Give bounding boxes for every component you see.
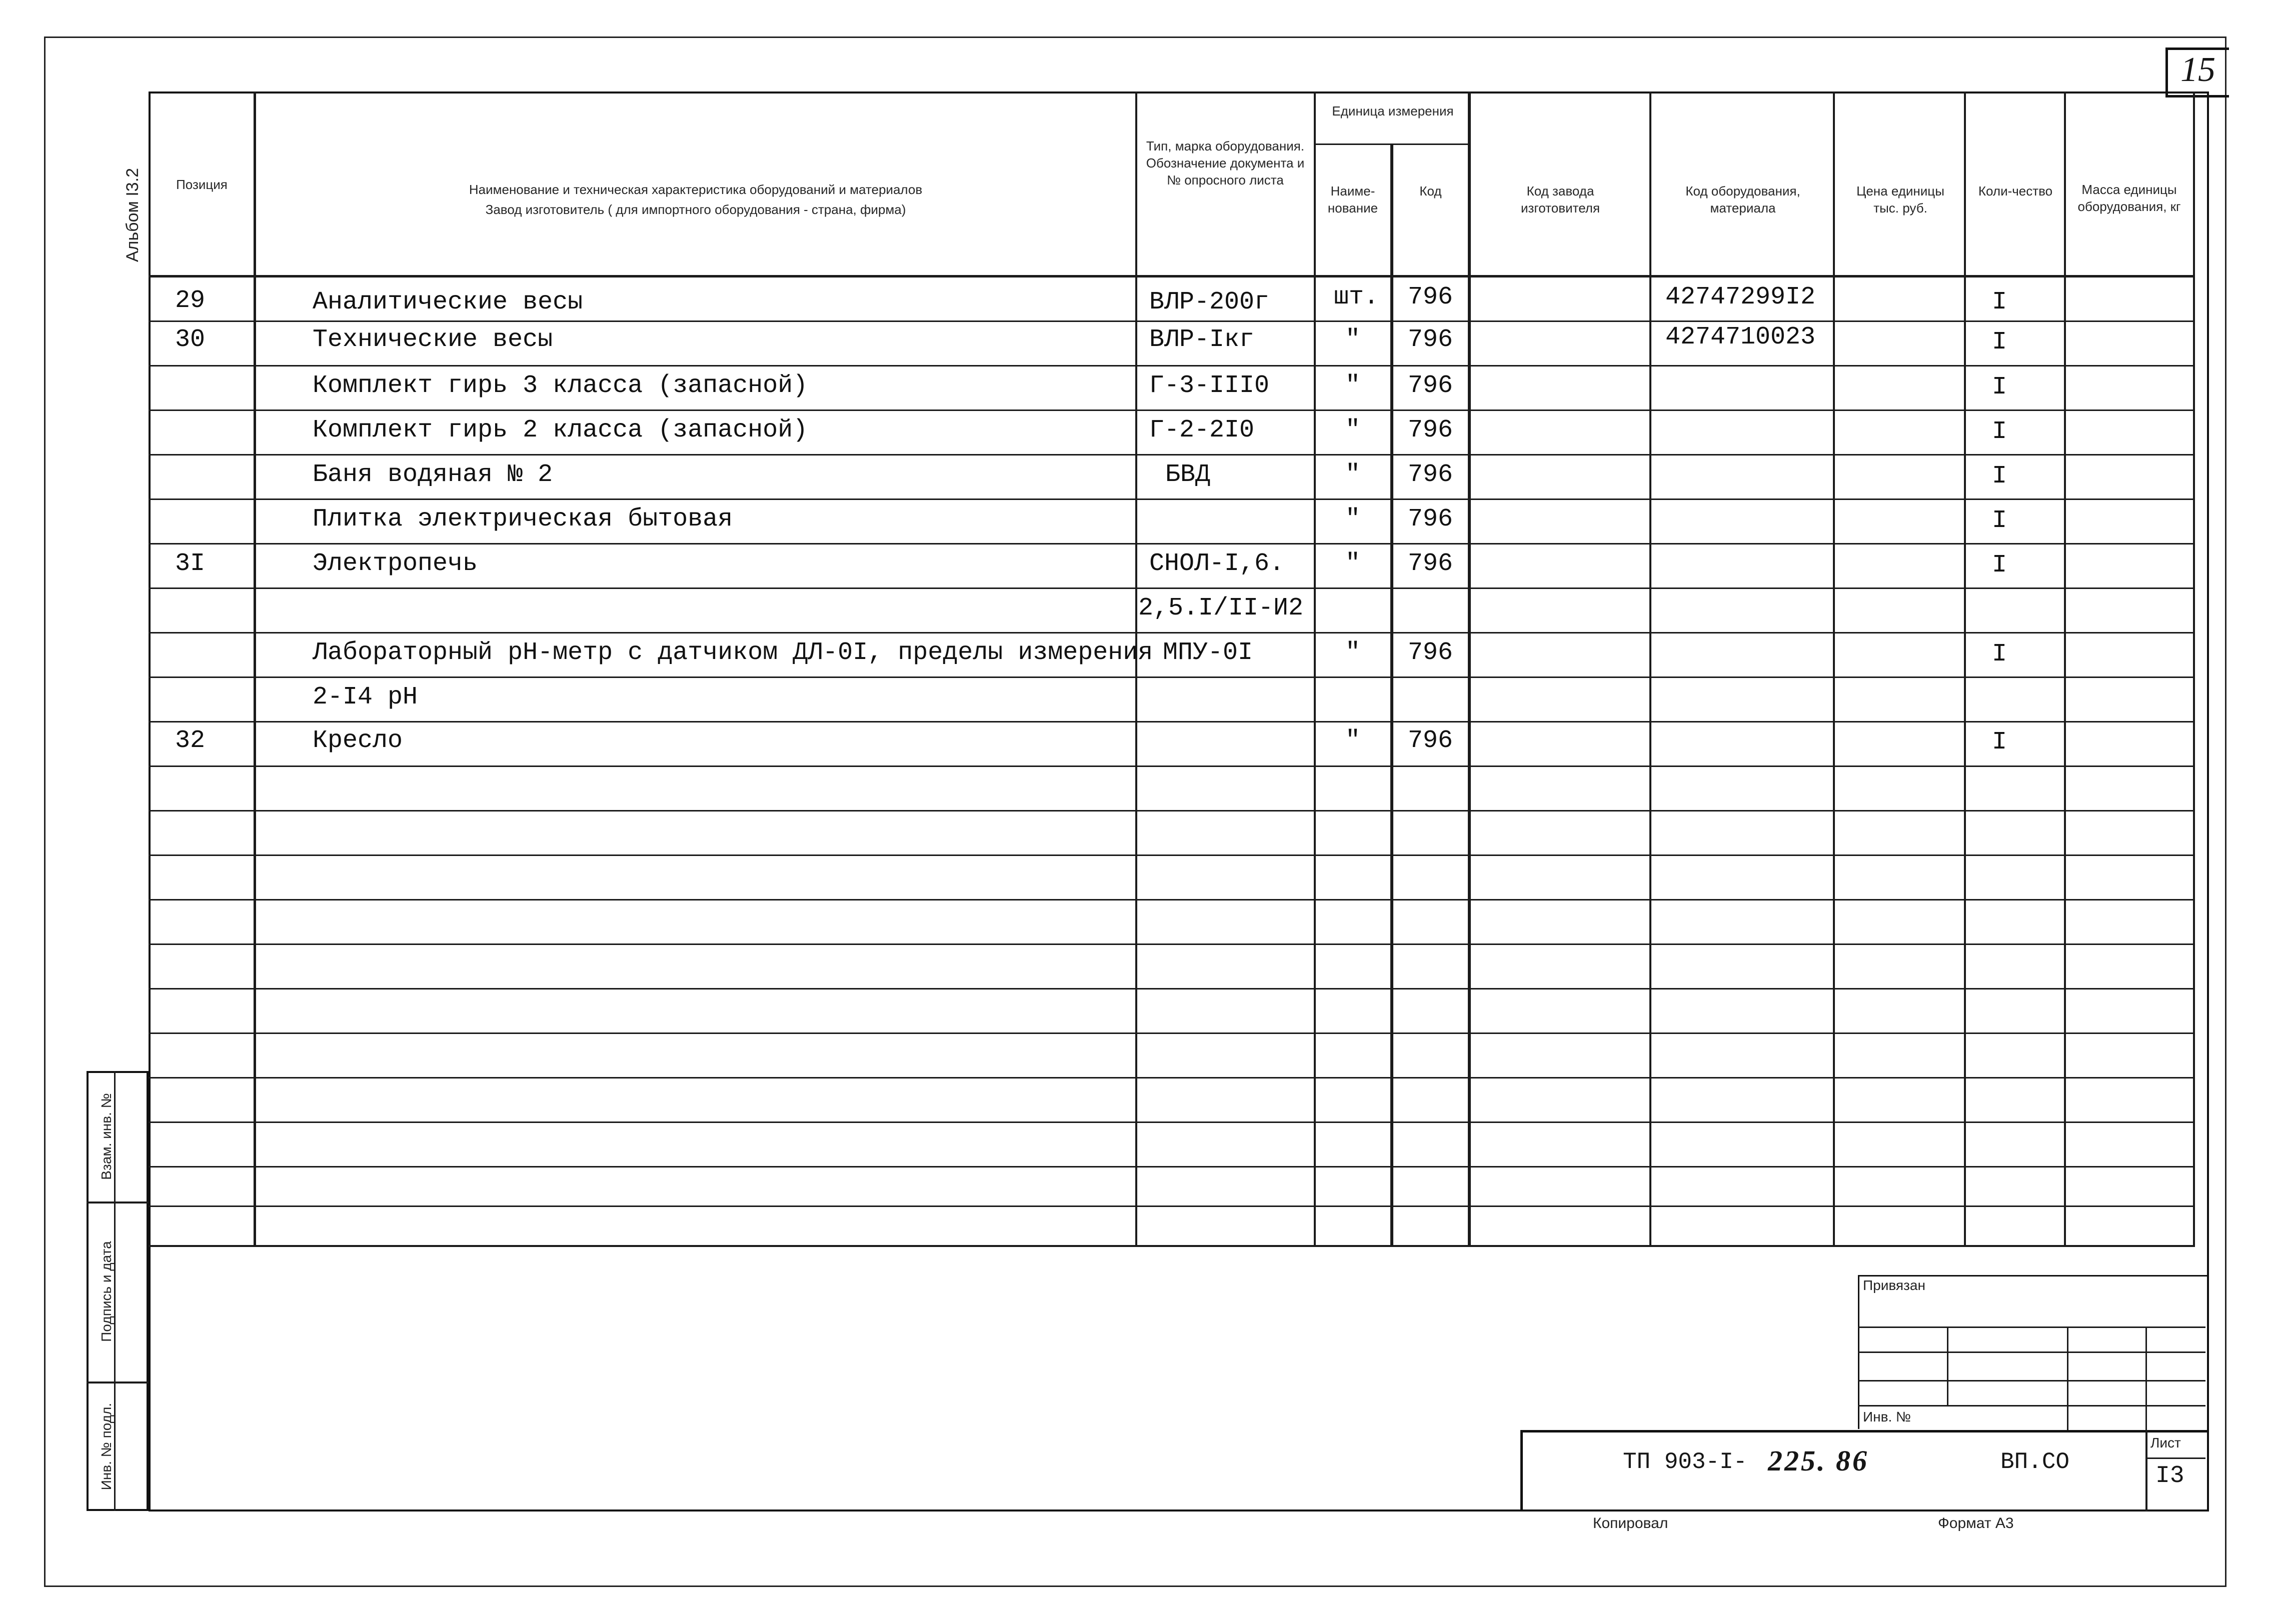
inv-no-label: Инв. № [1863,1409,1911,1424]
page-number: 15 [2180,50,2215,89]
cell-type: БВД [1165,460,1211,489]
cell-type: ВЛР-Iкг [1149,326,1255,354]
cell-code: 796 [1408,460,1453,489]
cell-name: Комплект гирь 3 класса (запасной) [313,372,808,400]
cell-code: 796 [1408,416,1453,444]
header-mass: Масса единицы оборудования, кг [2077,182,2181,214]
cell-position: 30 [175,326,206,354]
header-unit-group: Единица измерения [1332,104,1454,118]
cell-unit: " [1345,326,1361,354]
cell-qty: I [1992,551,2007,580]
header-position: Позиция [176,177,228,192]
cell-name: Лабораторный рН-метр с датчиком ДЛ-0I, пределы измерения [313,638,1153,667]
cell-qty: I [1992,728,2007,756]
format-label: Формат А3 [1938,1515,2014,1532]
cell-position: 32 [175,726,206,755]
header-unit-name: Наиме-нование [1327,184,1378,216]
header-name-line2: Завод изготовитель ( для импортного оборудования - страна, фирма) [485,202,906,217]
cell-name: Плитка электрическая бытовая [313,505,733,534]
cell-qty: I [1992,288,2007,316]
attached-label: Привязан [1863,1278,1925,1293]
doc-section: ВП.СО [2000,1449,2070,1475]
cell-name: Технические весы [313,326,553,354]
sheet-number: I3 [2155,1462,2184,1490]
copied-label: Копировал [1593,1515,1668,1532]
cell-unit: " [1345,550,1361,578]
sheet-label: Лист [2150,1435,2181,1450]
cell-name: Комплект гирь 2 класса (запасной) [313,416,808,444]
header-unit-code: Код [1419,184,1442,198]
cell-name: Аналитические весы [313,288,583,316]
cell-name: Электропечь [313,550,478,578]
cell-code: 796 [1408,726,1453,755]
cell-unit: " [1345,372,1361,400]
cell-position: 29 [175,286,206,315]
side-stamp-inv-orig: Инв. № подл. [99,1402,114,1490]
doc-prefix: ТП 903-I- [1623,1449,1747,1475]
header-type: Тип, марка оборудования. Обозначение документа и № опросного листа [1146,138,1305,188]
cell-unit: " [1345,638,1361,667]
cell-unit: шт. [1334,283,1379,312]
cell-qty: I [1992,506,2007,535]
cell-type: Г-2-2I0 [1149,416,1255,444]
header-equip-code: Код оборудования, материала [1685,184,1800,216]
cell-qty: I [1992,418,2007,446]
cell-name: Баня водяная № 2 [313,460,553,489]
doc-number: 225. 86 [1768,1444,1869,1477]
cell-code: 796 [1408,283,1453,312]
side-stamp-replace-inv: Взам. инв. № [99,1093,114,1180]
cell-code: 796 [1408,638,1453,667]
cell-position: 3I [175,550,206,578]
header-qty: Коли-чество [1978,184,2053,198]
side-stamp [87,1071,149,1511]
album-label: Альбом I3.2 [123,168,142,262]
cell-name: Кресло [313,726,403,755]
cell-unit: " [1345,416,1361,444]
cell-type: СНОЛ-I,6. [1149,550,1285,578]
cell-type: Г-3-III0 [1149,372,1270,400]
cell-code: 796 [1408,505,1453,534]
cell-name: 2-I4 рН [313,683,418,712]
header-name-line1: Наименование и техническая характеристика оборудований и материалов [469,182,923,197]
cell-unit: " [1345,726,1361,755]
cell-equip-code: 42747299I2 [1665,283,1816,312]
cell-code: 796 [1408,550,1453,578]
cell-unit: " [1345,505,1361,534]
cell-qty: I [1992,373,2007,402]
side-stamp-sign-date: Подпись и дата [99,1241,114,1342]
header-price: Цена единицы тыс. руб. [1856,184,1944,216]
cell-qty: I [1992,462,2007,490]
cell-equip-code: 4274710023 [1665,323,1816,352]
cell-type: МПУ-0I [1163,638,1253,667]
cell-unit: " [1345,460,1361,489]
cell-qty: I [1992,328,2007,356]
cell-qty: I [1992,640,2007,668]
cell-code: 796 [1408,326,1453,354]
cell-type: 2,5.I/II-И2 [1138,594,1304,622]
cell-type: ВЛР-200г [1149,288,1270,316]
header-plant-code: Код завода изготовителя [1520,184,1600,216]
cell-code: 796 [1408,372,1453,400]
